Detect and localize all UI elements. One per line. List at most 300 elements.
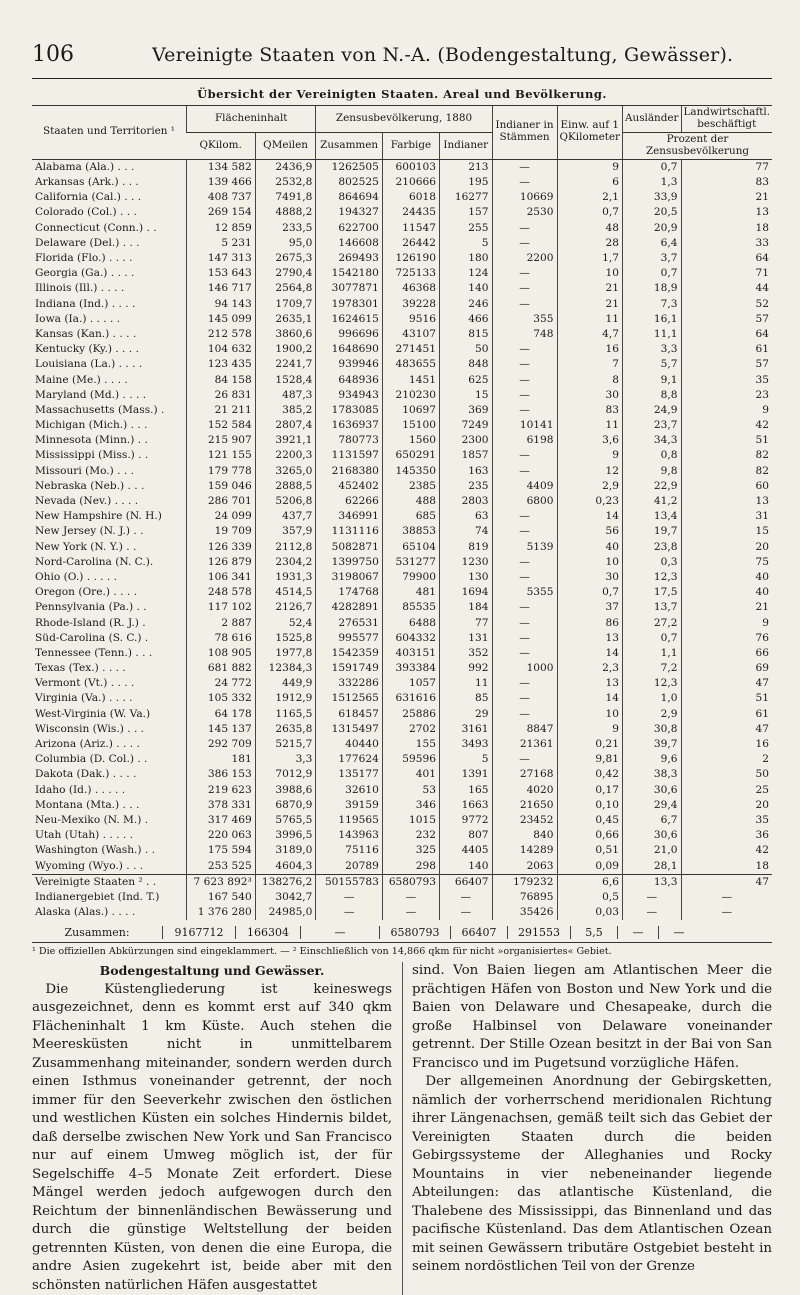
data-cell: 269 154 bbox=[187, 205, 256, 220]
grand-total-value: — bbox=[617, 926, 658, 939]
table-row bbox=[32, 874, 772, 890]
data-cell: 36 bbox=[681, 828, 772, 843]
data-cell: 20789 bbox=[316, 858, 382, 874]
state-name-cell: Kansas (Kan.) . . . . bbox=[35, 327, 137, 340]
table-row bbox=[32, 281, 772, 296]
data-cell: 8847 bbox=[492, 722, 557, 737]
data-cell: 40440 bbox=[316, 737, 382, 752]
data-cell: 61 bbox=[681, 707, 772, 722]
data-cell: — bbox=[492, 555, 557, 570]
data-cell: 117 102 bbox=[187, 600, 256, 615]
state-name-cell: New Jersey (N. J.) . . bbox=[35, 525, 144, 538]
state-name-cell: Massachusetts (Mass.) . bbox=[35, 403, 165, 416]
state-name-cell: Maine (Me.) . . . . bbox=[35, 373, 128, 386]
data-cell: 13 bbox=[557, 631, 622, 646]
data-cell: 13,3 bbox=[623, 874, 682, 890]
data-cell: 9,6 bbox=[623, 752, 682, 767]
data-cell: 385,2 bbox=[255, 403, 316, 418]
table-row bbox=[32, 783, 772, 798]
data-cell: 246 bbox=[440, 297, 493, 312]
data-cell: — bbox=[316, 905, 382, 920]
data-cell: 13,4 bbox=[623, 509, 682, 524]
data-cell: 29,4 bbox=[623, 798, 682, 813]
data-cell: — bbox=[440, 890, 493, 905]
table-row bbox=[32, 266, 772, 281]
data-cell: — bbox=[681, 905, 772, 920]
data-cell: 75 bbox=[681, 555, 772, 570]
data-cell: 104 632 bbox=[187, 342, 256, 357]
data-cell: — bbox=[492, 281, 557, 296]
data-cell: 6018 bbox=[382, 190, 439, 205]
data-cell: 11,1 bbox=[623, 327, 682, 342]
data-cell: 4,7 bbox=[557, 327, 622, 342]
data-cell: 19,7 bbox=[623, 524, 682, 539]
data-cell: 155 bbox=[382, 737, 439, 752]
data-cell: 22,9 bbox=[623, 479, 682, 494]
data-cell: 21 bbox=[557, 297, 622, 312]
data-cell: 1528,4 bbox=[255, 372, 316, 387]
data-cell: 1857 bbox=[440, 448, 493, 463]
data-cell: 51 bbox=[681, 691, 772, 706]
data-cell: 2790,4 bbox=[255, 266, 316, 281]
data-cell: 996696 bbox=[316, 327, 382, 342]
data-cell: 2,9 bbox=[557, 479, 622, 494]
data-cell: 386 153 bbox=[187, 767, 256, 782]
header-qkm: QKilom. bbox=[187, 132, 256, 159]
data-cell: 2126,7 bbox=[255, 600, 316, 615]
data-cell: 79900 bbox=[382, 570, 439, 585]
data-cell: 3,3 bbox=[623, 342, 682, 357]
data-cell: 219 623 bbox=[187, 783, 256, 798]
data-cell: 1131597 bbox=[316, 448, 382, 463]
data-cell: 163 bbox=[440, 464, 493, 479]
data-cell: 0,7 bbox=[623, 631, 682, 646]
data-cell: 1783085 bbox=[316, 403, 382, 418]
table-row bbox=[32, 813, 772, 828]
data-cell: 145350 bbox=[382, 464, 439, 479]
data-cell: 15100 bbox=[382, 418, 439, 433]
data-cell: 43107 bbox=[382, 327, 439, 342]
data-cell: 1591749 bbox=[316, 661, 382, 676]
grand-total-label: Zusammen: bbox=[64, 926, 130, 940]
state-name-cell: Idaho (Id.) . . . . . bbox=[35, 783, 126, 796]
data-cell: 41,2 bbox=[623, 494, 682, 509]
data-cell: 1399750 bbox=[316, 555, 382, 570]
data-cell: 44 bbox=[681, 281, 772, 296]
data-cell: 269493 bbox=[316, 251, 382, 266]
data-cell: 153 643 bbox=[187, 266, 256, 281]
data-cell: 13 bbox=[681, 494, 772, 509]
data-cell: 157 bbox=[440, 205, 493, 220]
data-cell: 0,5 bbox=[557, 890, 622, 905]
state-name-cell: Georgia (Ga.) . . . . bbox=[35, 267, 135, 280]
data-cell: 16,1 bbox=[623, 312, 682, 327]
data-cell: 6198 bbox=[492, 433, 557, 448]
data-cell: 10669 bbox=[492, 190, 557, 205]
data-cell: 0,7 bbox=[557, 205, 622, 220]
data-cell: 1900,2 bbox=[255, 342, 316, 357]
data-cell: 648936 bbox=[316, 372, 382, 387]
table-row bbox=[32, 843, 772, 858]
data-cell: 2,3 bbox=[557, 661, 622, 676]
data-cell: 105 332 bbox=[187, 691, 256, 706]
data-cell: 195 bbox=[440, 175, 493, 190]
data-cell: 14 bbox=[557, 509, 622, 524]
data-cell: 352 bbox=[440, 646, 493, 661]
data-cell: 34,3 bbox=[623, 433, 682, 448]
data-cell: 1542359 bbox=[316, 646, 382, 661]
state-name-cell: Arkansas (Ark.) . . . bbox=[35, 176, 139, 189]
header-percent: Prozent der Zensusbevölkerung bbox=[623, 132, 773, 159]
data-cell: 47 bbox=[681, 874, 772, 890]
data-cell: 6488 bbox=[382, 615, 439, 630]
data-cell: 840 bbox=[492, 828, 557, 843]
data-cell: 39,7 bbox=[623, 737, 682, 752]
state-name-cell: Maryland (Md.) . . . . bbox=[35, 388, 147, 401]
data-cell: 9 bbox=[557, 448, 622, 463]
data-cell: 174768 bbox=[316, 585, 382, 600]
data-cell: 23452 bbox=[492, 813, 557, 828]
header-density: Einw. auf 1 QKilometer bbox=[557, 106, 622, 160]
data-cell: 40 bbox=[681, 585, 772, 600]
data-cell: 184 bbox=[440, 600, 493, 615]
data-cell: 47 bbox=[681, 676, 772, 691]
data-cell: 2,1 bbox=[557, 190, 622, 205]
data-cell: 819 bbox=[440, 540, 493, 555]
right-paragraph-2: Der allgemeinen Anordnung der Gebirgsketten, nämlich der vorherrschend meridionalen Richtung ihrer Längenachsen, gemäß teilt sich das Gebiet der Vereinigten Staaten durch die beiden Gebirgssysteme der Alleghanies und Rocky Mountains in vier nebeneinander liegende Abteilungen: das atlantische Küstenland, die Thalebene des Mississippi, das Binnenland und das pacifische Küstenland. Das dem Atlantischen Ozean mit seinen Gewässern tributäre Ostgebiet besteht in seinem nordöstlichen Teil von der Grenze bbox=[412, 1074, 772, 1275]
table-row bbox=[32, 448, 772, 463]
data-cell: 2675,3 bbox=[255, 251, 316, 266]
data-cell: — bbox=[492, 646, 557, 661]
data-cell: 135177 bbox=[316, 767, 382, 782]
data-cell: 39228 bbox=[382, 297, 439, 312]
data-cell: 1315497 bbox=[316, 722, 382, 737]
data-cell: — bbox=[492, 297, 557, 312]
data-cell: 3,3 bbox=[255, 752, 316, 767]
data-cell: 146 717 bbox=[187, 281, 256, 296]
data-cell: 18,9 bbox=[623, 281, 682, 296]
data-cell: 95,0 bbox=[255, 236, 316, 251]
data-cell: — bbox=[492, 707, 557, 722]
data-cell: — bbox=[492, 266, 557, 281]
data-cell: 3189,0 bbox=[255, 843, 316, 858]
data-cell: 17,5 bbox=[623, 585, 682, 600]
data-cell: 271451 bbox=[382, 342, 439, 357]
data-cell: 175 594 bbox=[187, 843, 256, 858]
data-cell: 62266 bbox=[316, 494, 382, 509]
section-title: Bodengestaltung und Gewässer. bbox=[99, 963, 325, 979]
data-cell: 86 bbox=[557, 615, 622, 630]
data-cell: 126 339 bbox=[187, 540, 256, 555]
header-foreign: Ausländer bbox=[623, 106, 682, 133]
data-cell: 325 bbox=[382, 843, 439, 858]
state-name-cell: New York (N. Y.) . . bbox=[35, 540, 137, 553]
table-row bbox=[32, 691, 772, 706]
data-cell: 403151 bbox=[382, 646, 439, 661]
data-cell: 1648690 bbox=[316, 342, 382, 357]
data-cell: 7 623 892³ bbox=[187, 874, 256, 890]
data-cell: 0,7 bbox=[623, 266, 682, 281]
data-cell: — bbox=[382, 905, 439, 920]
data-cell: 3996,5 bbox=[255, 828, 316, 843]
statistics-table bbox=[32, 105, 772, 920]
data-cell: 47 bbox=[681, 722, 772, 737]
data-cell: 2200 bbox=[492, 251, 557, 266]
table-row bbox=[32, 615, 772, 630]
table-row bbox=[32, 221, 772, 236]
data-cell: 42 bbox=[681, 418, 772, 433]
data-cell: 24 099 bbox=[187, 509, 256, 524]
data-cell: 0,45 bbox=[557, 813, 622, 828]
data-cell: 2300 bbox=[440, 433, 493, 448]
data-cell: — bbox=[492, 372, 557, 387]
data-cell: 625 bbox=[440, 372, 493, 387]
table-row bbox=[32, 372, 772, 387]
data-cell: 40 bbox=[681, 570, 772, 585]
data-cell: 1,1 bbox=[623, 646, 682, 661]
header-colored: Farbige bbox=[382, 132, 439, 159]
data-cell: 10 bbox=[557, 266, 622, 281]
data-cell: 2635,1 bbox=[255, 312, 316, 327]
grand-total-value: 291553 bbox=[507, 926, 570, 939]
data-cell: 1663 bbox=[440, 798, 493, 813]
data-cell: 15 bbox=[681, 524, 772, 539]
data-cell: 357,9 bbox=[255, 524, 316, 539]
data-cell: — bbox=[492, 691, 557, 706]
data-cell: 33,9 bbox=[623, 190, 682, 205]
data-cell: 939946 bbox=[316, 357, 382, 372]
data-cell: 145 137 bbox=[187, 722, 256, 737]
data-cell: 934943 bbox=[316, 388, 382, 403]
data-cell: 2807,4 bbox=[255, 418, 316, 433]
data-cell: 210230 bbox=[382, 388, 439, 403]
data-cell: — bbox=[623, 890, 682, 905]
data-cell: 12384,3 bbox=[255, 661, 316, 676]
data-cell: 1165,5 bbox=[255, 707, 316, 722]
right-paragraph-1: sind. Von Baien liegen am Atlantischen Meer die prächtigen Häfen von Boston und New York und die Baien von Delaware und Chesapeake, durch die große Halbinsel von Delaware voneinander getrennt. Der Stille Ozean besitzt in der Bai von San Francisco und im Pugetsund vorzügliche Häfen. bbox=[412, 963, 772, 1071]
data-cell: 2 887 bbox=[187, 615, 256, 630]
table-row bbox=[32, 737, 772, 752]
data-cell: 2385 bbox=[382, 479, 439, 494]
data-cell: 0,3 bbox=[623, 555, 682, 570]
data-cell: 0,42 bbox=[557, 767, 622, 782]
table-row bbox=[32, 631, 772, 646]
state-name-cell: Montana (Mta.) . . . bbox=[35, 798, 140, 811]
data-cell: 24,9 bbox=[623, 403, 682, 418]
data-cell: 2803 bbox=[440, 494, 493, 509]
data-cell: 3161 bbox=[440, 722, 493, 737]
footnote: ¹ Die offiziellen Abkürzungen sind eingeklammert. — ² Einschließlich von 14,866 qkm für nicht »organisiertes« Gebiet. bbox=[32, 946, 612, 958]
left-column bbox=[32, 962, 392, 1295]
table-row bbox=[32, 585, 772, 600]
data-cell: 21,0 bbox=[623, 843, 682, 858]
data-cell: — bbox=[681, 890, 772, 905]
table-row bbox=[32, 297, 772, 312]
data-cell: 3,6 bbox=[557, 433, 622, 448]
data-cell: 1912,9 bbox=[255, 691, 316, 706]
data-cell: 11547 bbox=[382, 221, 439, 236]
data-cell: 3493 bbox=[440, 737, 493, 752]
state-name-cell: Minnesota (Minn.) . . bbox=[35, 434, 148, 447]
data-cell: 25 bbox=[681, 783, 772, 798]
data-cell: 30 bbox=[557, 570, 622, 585]
data-cell: 63 bbox=[440, 509, 493, 524]
data-cell: 0,03 bbox=[557, 905, 622, 920]
data-cell: 1451 bbox=[382, 372, 439, 387]
data-cell: 4409 bbox=[492, 479, 557, 494]
data-cell: 29 bbox=[440, 707, 493, 722]
data-cell: 64 bbox=[681, 251, 772, 266]
grand-total-value: 166304 bbox=[235, 926, 300, 939]
data-cell: 18 bbox=[681, 858, 772, 874]
data-cell: 487,3 bbox=[255, 388, 316, 403]
data-cell: 5,7 bbox=[623, 357, 682, 372]
table-row bbox=[32, 251, 772, 266]
data-cell: 53 bbox=[382, 783, 439, 798]
table-row bbox=[32, 236, 772, 251]
data-cell: 378 331 bbox=[187, 798, 256, 813]
data-cell: 64 178 bbox=[187, 707, 256, 722]
data-cell: 119565 bbox=[316, 813, 382, 828]
data-cell: 1057 bbox=[382, 676, 439, 691]
state-name-cell: Virginia (Va.) . . . . bbox=[35, 692, 133, 705]
data-cell: 38,3 bbox=[623, 767, 682, 782]
data-cell: 9,8 bbox=[623, 464, 682, 479]
data-cell: — bbox=[492, 631, 557, 646]
data-cell: 145 099 bbox=[187, 312, 256, 327]
data-cell: 52,4 bbox=[255, 615, 316, 630]
data-cell: 2112,8 bbox=[255, 540, 316, 555]
data-cell: 3077871 bbox=[316, 281, 382, 296]
data-cell: 6,6 bbox=[557, 874, 622, 890]
data-cell: 685 bbox=[382, 509, 439, 524]
data-cell: 7012,9 bbox=[255, 767, 316, 782]
data-cell: 20 bbox=[681, 540, 772, 555]
data-cell: 4020 bbox=[492, 783, 557, 798]
data-cell: 126190 bbox=[382, 251, 439, 266]
state-name-cell: Ohio (O.) . . . . . bbox=[35, 570, 118, 583]
data-cell: 449,9 bbox=[255, 676, 316, 691]
data-cell: 27168 bbox=[492, 767, 557, 782]
table-row bbox=[32, 767, 772, 782]
data-cell: 483655 bbox=[382, 357, 439, 372]
state-name-cell: Arizona (Ariz.) . . . . bbox=[35, 738, 140, 751]
data-cell: 2564,8 bbox=[255, 281, 316, 296]
data-cell: 466 bbox=[440, 312, 493, 327]
data-cell: 7,3 bbox=[623, 297, 682, 312]
data-cell: — bbox=[492, 175, 557, 190]
data-cell: 76 bbox=[681, 631, 772, 646]
data-cell: 143963 bbox=[316, 828, 382, 843]
data-cell: 21650 bbox=[492, 798, 557, 813]
data-cell: — bbox=[492, 236, 557, 251]
data-cell: 9 bbox=[557, 722, 622, 737]
data-cell: 802525 bbox=[316, 175, 382, 190]
data-cell: — bbox=[492, 388, 557, 403]
data-cell: 681 882 bbox=[187, 661, 256, 676]
data-cell: 408 737 bbox=[187, 190, 256, 205]
data-cell: 780773 bbox=[316, 433, 382, 448]
data-cell: 14 bbox=[557, 646, 622, 661]
data-cell: 14 bbox=[557, 691, 622, 706]
data-cell: 26442 bbox=[382, 236, 439, 251]
table-body bbox=[32, 159, 772, 920]
data-cell: 30 bbox=[557, 388, 622, 403]
data-cell: 180 bbox=[440, 251, 493, 266]
data-cell: 56 bbox=[557, 524, 622, 539]
data-cell: 622700 bbox=[316, 221, 382, 236]
grand-total-value: — bbox=[300, 926, 379, 939]
data-cell: 10141 bbox=[492, 418, 557, 433]
data-cell: 123 435 bbox=[187, 357, 256, 372]
data-cell: 165 bbox=[440, 783, 493, 798]
state-name-cell: Indiana (Ind.) . . . . bbox=[35, 297, 136, 310]
data-cell: 4405 bbox=[440, 843, 493, 858]
table-row bbox=[32, 418, 772, 433]
data-cell: 82 bbox=[681, 464, 772, 479]
data-cell: 4604,3 bbox=[255, 858, 316, 874]
data-cell: 66 bbox=[681, 646, 772, 661]
table-row bbox=[32, 646, 772, 661]
data-cell: 1525,8 bbox=[255, 631, 316, 646]
data-cell: 24435 bbox=[382, 205, 439, 220]
data-cell: 194327 bbox=[316, 205, 382, 220]
state-name-cell: Dakota (Dak.) . . . . bbox=[35, 768, 137, 781]
data-cell: 5 bbox=[440, 752, 493, 767]
data-cell: 3,7 bbox=[623, 251, 682, 266]
data-cell: — bbox=[492, 221, 557, 236]
data-cell: 11 bbox=[557, 418, 622, 433]
data-cell: 317 469 bbox=[187, 813, 256, 828]
data-cell: 9,1 bbox=[623, 372, 682, 387]
data-cell: 19 709 bbox=[187, 524, 256, 539]
table-row bbox=[32, 433, 772, 448]
table-row bbox=[32, 479, 772, 494]
header-area: Flächeninhalt bbox=[187, 106, 316, 133]
data-cell: 5215,7 bbox=[255, 737, 316, 752]
state-name-cell: Indianergebiet (Ind. T.) bbox=[35, 890, 160, 903]
data-cell: 181 bbox=[187, 752, 256, 767]
grand-total-value: 66407 bbox=[450, 926, 507, 939]
table-row bbox=[32, 509, 772, 524]
data-cell: — bbox=[492, 600, 557, 615]
data-cell: 108 905 bbox=[187, 646, 256, 661]
data-cell: 10 bbox=[557, 707, 622, 722]
table-row bbox=[32, 388, 772, 403]
data-cell: 437,7 bbox=[255, 509, 316, 524]
data-cell: 121 155 bbox=[187, 448, 256, 463]
state-name-cell: West-Virginia (W. Va.) bbox=[35, 707, 151, 720]
state-name-cell: Michigan (Mich.) . . . bbox=[35, 419, 148, 432]
data-cell: — bbox=[492, 448, 557, 463]
data-cell: 1015 bbox=[382, 813, 439, 828]
data-cell: 23,7 bbox=[623, 418, 682, 433]
data-cell: 1 376 280 bbox=[187, 905, 256, 920]
running-title: Vereinigte Staaten von N.-A. (Bodengestaltung, Gewässer). bbox=[152, 44, 734, 66]
data-cell: 6800 bbox=[492, 494, 557, 509]
data-cell: 1230 bbox=[440, 555, 493, 570]
state-name-cell: Washington (Wash.) . . bbox=[35, 844, 156, 857]
data-cell: 1709,7 bbox=[255, 297, 316, 312]
page bbox=[32, 38, 772, 1295]
header-total: Zusammen bbox=[316, 132, 382, 159]
data-cell: 25886 bbox=[382, 707, 439, 722]
data-cell: 2304,2 bbox=[255, 555, 316, 570]
data-cell: 604332 bbox=[382, 631, 439, 646]
state-name-cell: Wisconsin (Wis.) . . . bbox=[35, 722, 145, 735]
table-row bbox=[32, 905, 772, 920]
state-name-cell: Tennessee (Tenn.) . . . bbox=[35, 646, 153, 659]
